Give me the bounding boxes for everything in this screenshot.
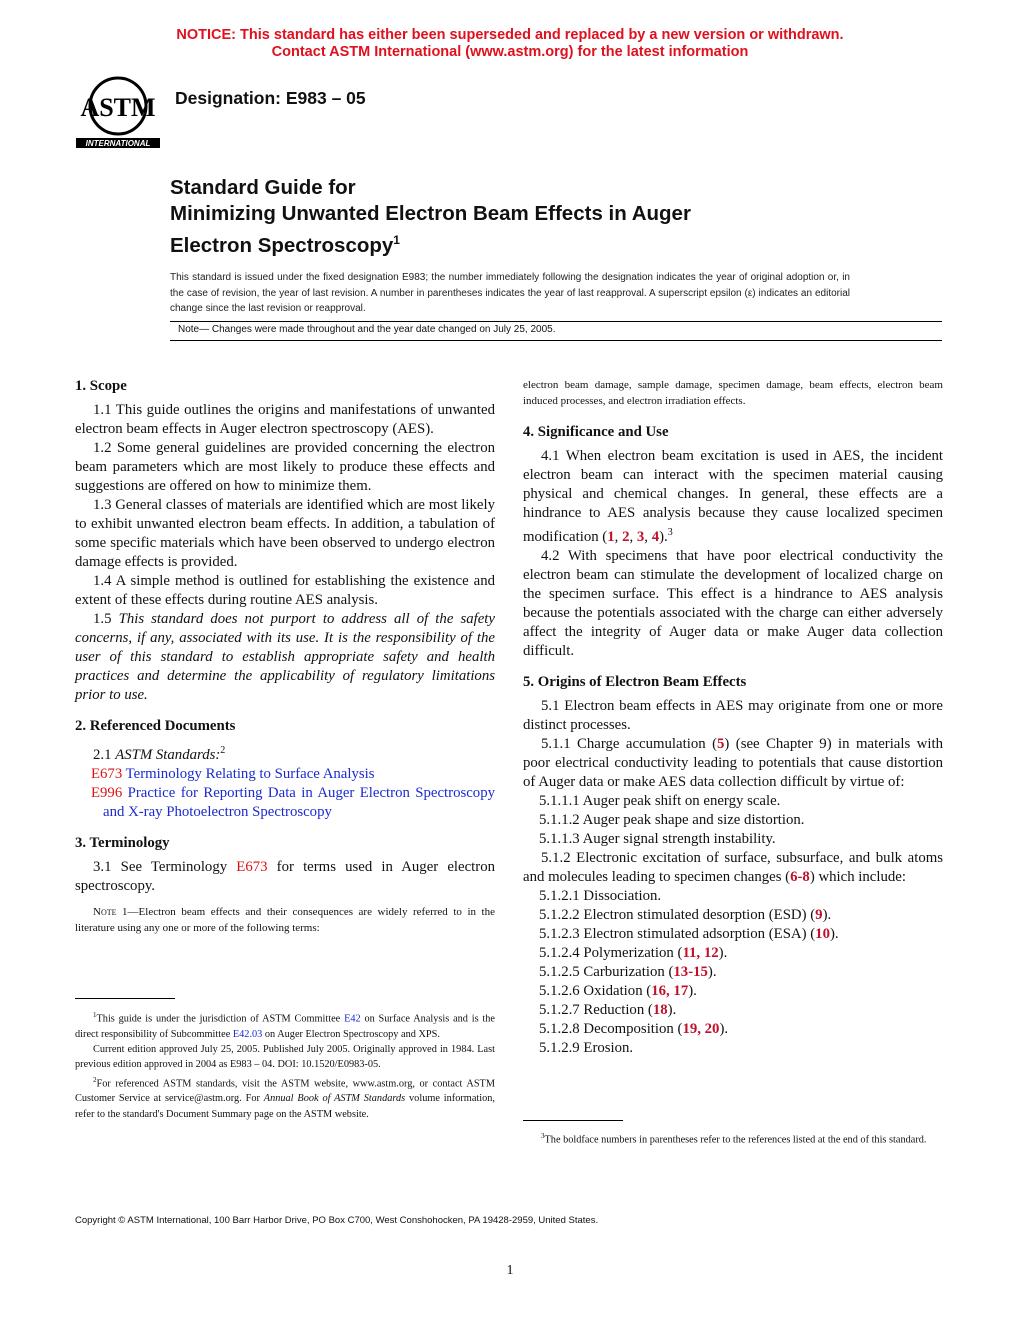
para-1-5: 1.5 This standard does not purport to address all of the safety concerns, if any, associated with its use. It is the responsibility of the user of this standard to establish appropriate safety and health practices and determine the applicability of regulatory limitations prior to use. [75, 611, 495, 703]
list-item: 5.1.2.7 Reduction (18). [539, 1001, 677, 1018]
para-1-3: 1.3 General classes of materials are identified which are most likely to exhibit unwanted electron beam effects. In addition, a tabulation of some specific materials which have been observed to undergo electron damage effects is provided. [75, 497, 495, 570]
para-1-2: 1.2 Some general guidelines are provided concerning the electron beam parameters which are most likely to produce these effects and suggestions are offered on how to minimize them. [75, 440, 495, 494]
footnote-1: $^1$This guide is under the jurisdiction of ASTM Committee E42 on Surface Analysis and is the direct responsibility of Subcommittee E42.03 on Auger Electron Spectroscopy and XPS. [75, 1011, 495, 1040]
section-3-heading: 3. Terminology [75, 834, 170, 851]
para-5-1-2: 5.1.2 Electronic excitation of surface, subsurface, and bulk atoms and molecules leading to specimen changes (6-8) which include: [523, 849, 943, 885]
para-4-2: 4.2 With specimens that have poor electrical conductivity the electron beam can stimulate the development of localized charge on the specimen surface. This effect is a hindrance to AES analysis because the potentials associated with the charge can either adversely affect the integrity of Auger data or make Auger data collection difficult. [523, 547, 943, 659]
left-footnotes [75, 1008, 495, 1122]
para-5-1-1-2: 5.1.1.2 Auger peak shape and size distortion. [539, 811, 805, 828]
para-5-1: 5.1 Electron beam effects in AES may originate from one or more distinct processes. [523, 697, 943, 733]
title-line-1: Standard Guide for [170, 176, 356, 199]
right-footnotes [523, 1129, 943, 1148]
section-5-heading: 5. Origins of Electron Beam Effects [523, 673, 747, 690]
para-1-1: 1.1 This guide outlines the origins and manifestations of unwanted electron beam effects in Auger electron spectroscopy (AES). [75, 402, 495, 437]
footnote-3: $^3$The boldface numbers in parentheses refer to the references listed at the end of this standard. [541, 1132, 927, 1146]
list-item: 5.1.2.9 Erosion. [539, 1039, 634, 1056]
para-5-1-1-1: 5.1.1.1 Auger peak shift on energy scale. [539, 792, 781, 809]
footnote-1-current: Current edition approved July 25, 2005. Published July 2005. Originally approved in 1984. Last previous edition approved in 2004 as E983 – 04. DOI: 10.1520/E0983-05. [75, 1044, 495, 1071]
list-item: 5.1.2.4 Polymerization (11, 12). [539, 944, 728, 961]
notice-line-1: NOTICE: This standard has either been superseded and replaced by a new version or withdrawn. [176, 27, 844, 43]
copyright: Copyright © ASTM International, 100 Barr Harbor Drive, PO Box C700, West Conshohocken, PA 19428-2959, United States. [75, 1215, 599, 1226]
notice-line-2: Contact ASTM International (www.astm.org) for the latest information [271, 44, 749, 60]
document-title [170, 175, 691, 259]
note-1-continued: electron beam damage, sample damage, specimen damage, beam effects, electron beam induced processes, and electron irradiation effects. [523, 379, 943, 407]
footnote-2: $^2$For referenced ASTM standards, visit the ASTM website, www.astm.org, or contact ASTM Customer Service at service@astm.org. For Annual Book of ASTM Standards volume information, refer to the standard's Document Summary page on the ASTM website. [75, 1075, 495, 1120]
note-1: Note 1—Electron beam effects and their consequences are widely referred to in the literature using any one or more of the following terms: [75, 905, 495, 934]
astm-logo [74, 74, 162, 150]
left-column [75, 377, 495, 936]
revision-note: Note— Changes were made throughout and the year date changed on July 25, 2005. [170, 321, 942, 335]
list-item: 5.1.2.3 Electron stimulated adsorption (ESA) (10). [539, 925, 839, 942]
section-4-heading: 4. Significance and Use [523, 424, 669, 440]
section-1-heading: 1. Scope [75, 378, 127, 394]
ref-e996[interactable]: E996 Practice for Reporting Data in Auger Electron Spectroscopy and X-ray Photoelectron Spectroscopy [91, 784, 495, 820]
header-rule [170, 340, 942, 341]
para-5-1-1-3: 5.1.1.3 Auger signal strength instability. [539, 830, 776, 847]
footnote-rule-right [523, 1120, 623, 1121]
notice-banner [0, 27, 1020, 61]
para-2-1: 2.1 ASTM Standards:$^2$ [93, 745, 226, 763]
svg-text:ASTM: ASTM [80, 93, 156, 122]
list-item: 5.1.2.2 Electron stimulated desorption (ESD) (9). [539, 906, 832, 923]
page-number: 1 [506, 1263, 514, 1278]
para-5-1-1: 5.1.1 Charge accumulation (5) (see Chapter 9) in materials with poor electrical conductivity leading to potentials that cause distortion of Auger data or make AES data collection difficult by virtue of: [523, 735, 943, 790]
ref-e673[interactable]: E673 Terminology Relating to Surface Analysis [91, 765, 375, 782]
list-item: 5.1.2.5 Carburization (13-15). [539, 963, 717, 980]
list-item: 5.1.2.6 Oxidation (16, 17). [539, 982, 697, 999]
link-e673[interactable]: E673 [236, 858, 268, 875]
svg-text:INTERNATIONAL: INTERNATIONAL [85, 139, 151, 148]
para-4-1: 4.1 When electron beam excitation is used in AES, the incident electron beam can interact with the specimen material causing physical and chemical changes. In general, these effects are a hindrance to AES analysis because they cause localized specimen modification (1, 2, 3, 4).$^3$ [523, 448, 943, 545]
list-item: 5.1.2.1 Dissociation. [539, 887, 662, 904]
list-item: 5.1.2.8 Decomposition (19, 20). [539, 1020, 729, 1037]
para-3-1: 3.1 See Terminology E673 for terms used in Auger electron spectroscopy. [75, 858, 495, 894]
right-column [523, 377, 943, 1058]
title-line-2: Minimizing Unwanted Electron Beam Effects in Auger [170, 202, 691, 225]
issuance-statement: This standard is issued under the fixed designation E983; the number immediately following the designation indicates the year of original adoption or, in the case of revision, the year of last revision. A number in parentheses indicates the year of last reapproval. A superscript epsilon (ε) indicates an editorial change since the last revision or reapproval. [170, 272, 850, 315]
para-1-4: 1.4 A simple method is outlined for establishing the existence and extent of these effects during routine AES analysis. [75, 573, 495, 608]
footnote-rule-left [75, 998, 175, 999]
section-2-heading: 2. Referenced Documents [75, 718, 236, 734]
designation: Designation: E983 – 05 [175, 88, 366, 108]
title-line-3: Electron Spectroscopy$^1$ [170, 233, 400, 257]
